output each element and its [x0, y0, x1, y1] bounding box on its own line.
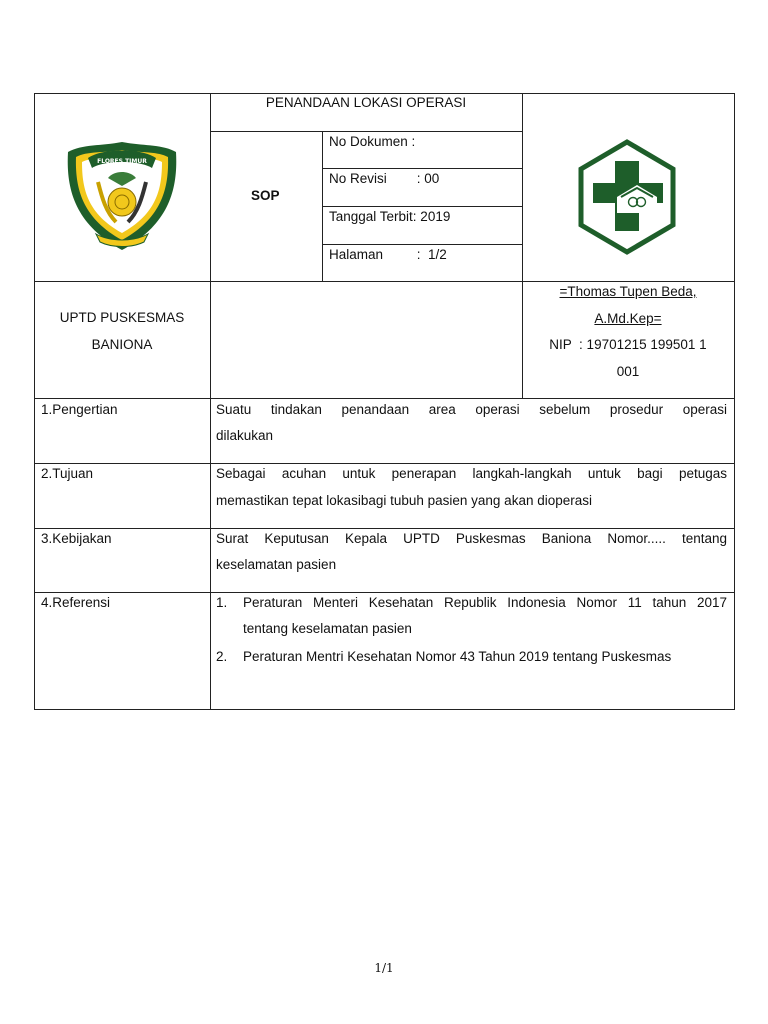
document-title: PENANDAAN LOKASI OPERASI	[265, 95, 467, 110]
section-text-tujuan-line1: Sebagai acuhan untuk penerapan langkah-langkah untuk bagi petugas	[216, 466, 727, 481]
reference-text-1-line1: Peraturan Menteri Kesehatan Republik Indonesia Nomor 11 tahun 2017	[243, 595, 727, 610]
section-label-kebijakan: 3.Kebijakan	[41, 531, 112, 546]
sop-label: SOP	[251, 188, 280, 203]
organization-location: BANIONA	[91, 337, 153, 352]
signer-title: A.Md.Kep=	[594, 311, 662, 326]
page-number: 1/1	[374, 961, 394, 975]
regency-seal-logo	[62, 138, 182, 254]
section-text-kebijakan-line1: Surat Keputusan Kepala UPTD Puskesmas Baniona Nomor..... tentang	[216, 531, 727, 546]
section-text-pengertian-line1: Suatu tindakan penandaan area operasi sebelum prosedur operasi	[216, 402, 727, 417]
issue-date: Tanggal Terbit: 2019	[329, 209, 451, 224]
signer-name: =Thomas Tupen Beda,	[559, 284, 697, 299]
puskesmas-logo	[577, 139, 677, 255]
organization-name: UPTD PUSKESMAS	[59, 310, 185, 325]
section-text-tujuan-line2: memastikan tepat lokasibagi tubuh pasien yang akan dioperasi	[216, 493, 592, 508]
signer-nip-cont: 001	[616, 364, 640, 379]
section-label-tujuan: 2.Tujuan	[41, 466, 94, 481]
section-label-referensi: 4.Referensi	[41, 595, 111, 610]
reference-text-2-line1: Peraturan Mentri Kesehatan Nomor 43 Tahun 2019 tentang Puskesmas	[243, 649, 672, 664]
reference-number-1: 1.	[216, 595, 228, 610]
signer-nip: NIP : 19701215 199501 1	[549, 337, 707, 352]
reference-number-2: 2.	[216, 649, 228, 664]
document-number: No Dokumen :	[329, 134, 416, 149]
page-info: Halaman : 1/2	[329, 247, 447, 262]
logo-text: FLORES TIMUR	[97, 158, 147, 165]
revision-number: No Revisi : 00	[329, 171, 440, 186]
section-label-pengertian: 1.Pengertian	[41, 402, 118, 417]
reference-text-1-line2: tentang keselamatan pasien	[243, 621, 412, 636]
section-text-pengertian-line2: dilakukan	[216, 428, 274, 443]
section-text-kebijakan-line2: keselamatan pasien	[216, 557, 337, 572]
